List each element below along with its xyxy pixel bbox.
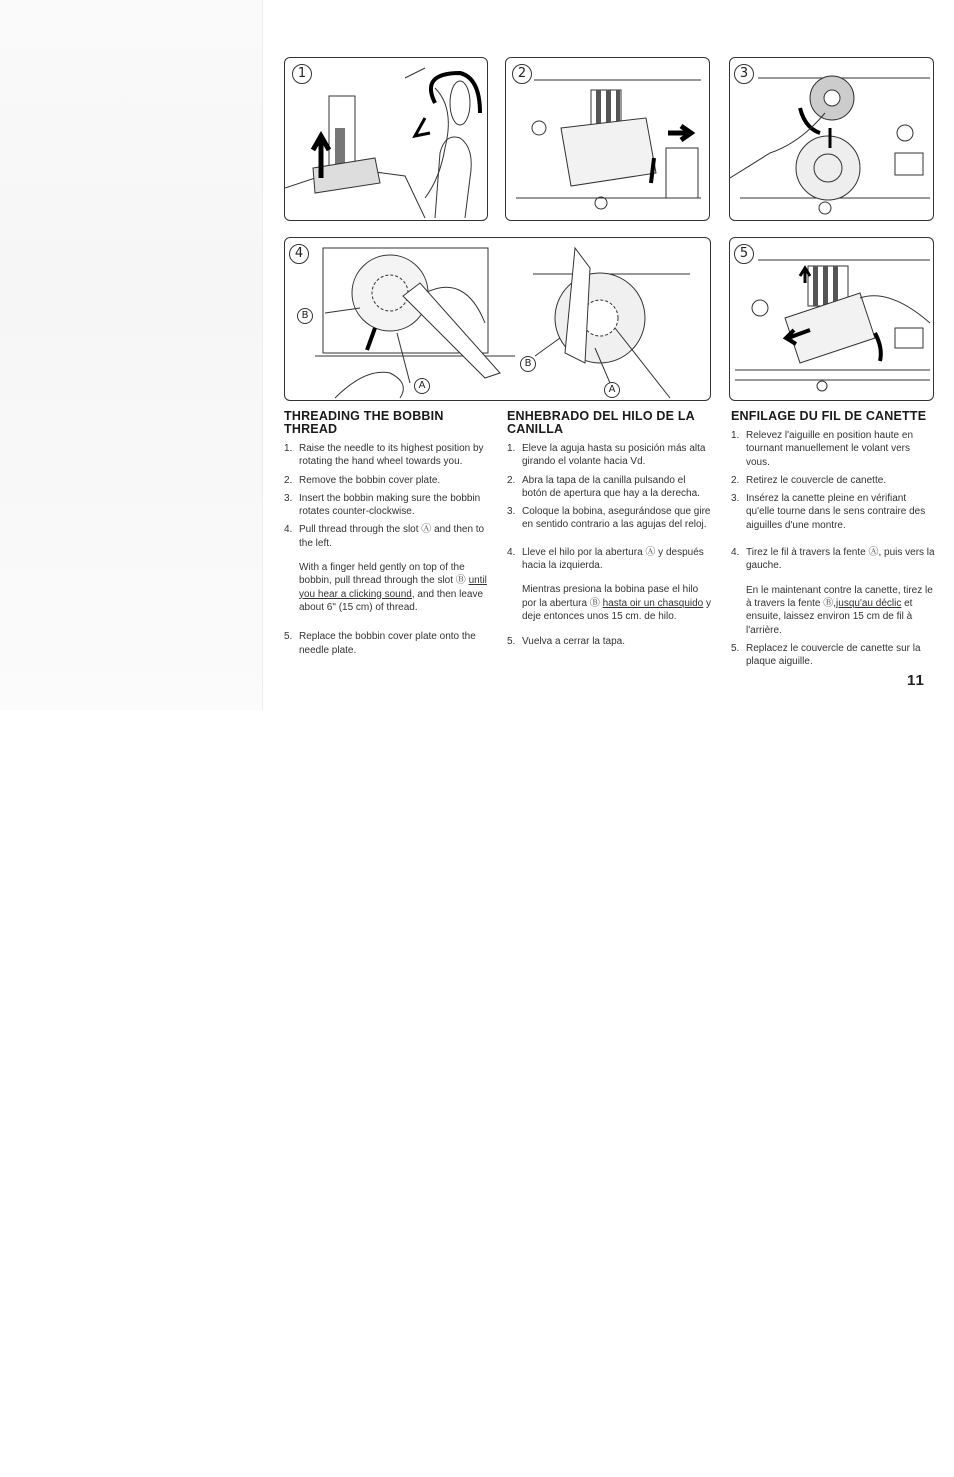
figure-4-label-b-right: B [520, 356, 536, 372]
figure-1 [284, 57, 488, 221]
figure-4-label-b-left: B [297, 308, 313, 324]
step-1: 1. Relevez l'aiguille en position haute en tournant manuellement le volant vers vous. [731, 430, 914, 468]
step-3: 3. Insérez la canette pleine en vérifiant qu'elle tourne dans le sens contraire des aiguilles d'une montre. [731, 493, 926, 531]
figure-1-number: 1 [292, 64, 312, 84]
step-4-note: Mientras presiona la bobina pase el hilo por la abertura Ⓑ hasta oir un chasquido y deje entonces unos 15 cm. de hilo. [522, 584, 712, 622]
column-french [731, 410, 936, 673]
step-3: 3. Coloque la bobina, asegurándose que gire en sentido contrario a las agujas del reloj. [507, 506, 711, 531]
figure-3-illustration [730, 58, 933, 220]
step-5: 5. Replace the bobbin cover plate onto the needle plate. [284, 631, 476, 656]
figure-4-number: 4 [289, 244, 309, 264]
figure-4-label-a-right: A [604, 382, 620, 398]
section-title-spanish: ENHEBRADO DEL HILO DE LA CANILLA [507, 409, 695, 436]
step-4-note: En le maintenant contre la canette, tirez le à travers la fente Ⓑ,jusqu'au déclic et ensuite, laissez environ 15 cm de fil à l'arrière. [746, 584, 933, 636]
figure-2 [505, 57, 710, 221]
step-1: 1. Raise the needle to its highest position by rotating the hand wheel towards you. [284, 443, 484, 468]
column-english [284, 410, 489, 662]
step-1: 1. Eleve la aguja hasta su posición más alta girando el volante hacia Vd. [507, 443, 706, 468]
step-4-note: With a finger held gently on top of the bobbin, pull thread through the slot Ⓑ until you hear a clicking sound, and then leave about 6" (15 cm) of thread. [299, 562, 487, 613]
step-2: 2. Retirez le couvercle de canette. [731, 474, 887, 486]
figure-3-number: 3 [734, 64, 754, 84]
step-2: 2. Abra la tapa de la canilla pulsando el botón de apertura que hay a la derecha. [507, 474, 700, 499]
step-4: 4. Tirez le fil à travers la fente Ⓐ, puis vers la gauche. En le maintenant contre la canette, tirez le à travers la fente Ⓑ,jusqu'au déclic et ensuite, laissez environ 15 cm de fil à l'arrière. [731, 547, 935, 636]
figure-2-number: 2 [512, 64, 532, 84]
step-4: 4. Pull thread through the slot Ⓐ and then to the left. With a finger held gently on top of the bobbin, pull thread through the slot Ⓑ until you hear a clicking sound, and then leave about 6" (15 cm) of thread. [284, 523, 489, 614]
section-title-english: THREADING THE BOBBIN THREAD [284, 409, 444, 436]
left-page-edge [0, 0, 263, 710]
step-4: 4. Lleve el hilo por la abertura Ⓐ y después hacia la izquierda. Mientras presiona la bobina pase el hilo por la abertura Ⓑ hasta oir un chasquido y deje entonces unos 15 cm. de hilo. [507, 546, 712, 622]
figure-4-illustration [285, 238, 710, 400]
figure-3 [729, 57, 934, 221]
figure-5-illustration [730, 238, 933, 400]
column-spanish [507, 410, 712, 654]
section-title-french: ENFILAGE DU FIL DE CANETTE [731, 409, 927, 423]
step-3: 3. Insert the bobbin making sure the bobbin rotates counter-clockwise. [284, 492, 481, 518]
figure-4-label-a-left: A [414, 378, 430, 394]
figure-2-illustration [506, 58, 709, 220]
figure-5-number: 5 [734, 244, 754, 264]
figure-4 [284, 237, 711, 401]
step-2: 2. Remove the bobbin cover plate. [284, 474, 441, 486]
figure-1-illustration [285, 58, 487, 220]
step-5: 5. Replacez le couvercle de canette sur la plaque aiguille. [731, 642, 921, 668]
page-number: 11 [907, 672, 925, 689]
step-5: 5. Vuelva a cerrar la tapa. [507, 636, 626, 648]
figure-5 [729, 237, 934, 401]
